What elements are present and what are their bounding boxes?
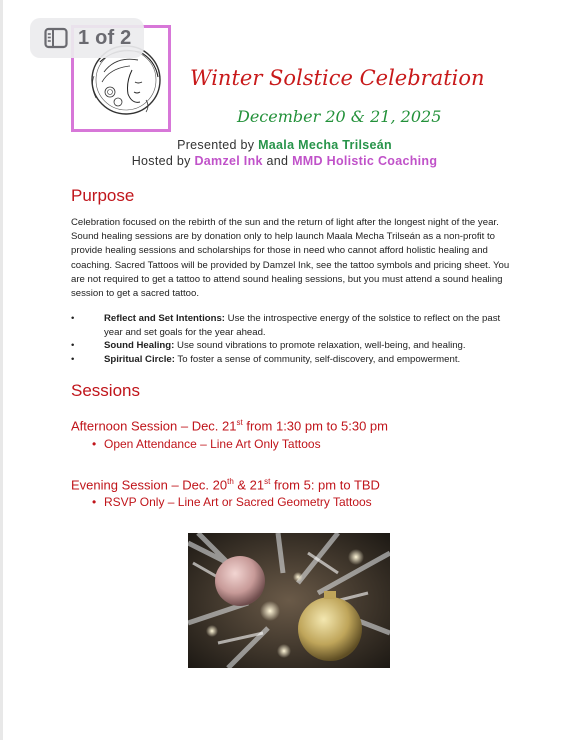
hosted-prefix: Hosted by xyxy=(131,154,195,168)
page-edge xyxy=(0,0,3,740)
bullet-label: Spiritual Circle: xyxy=(104,353,175,365)
host-damzel-ink: Damzel Ink xyxy=(194,154,263,168)
purpose-bullet-list xyxy=(71,312,511,366)
bullet-label: Sound Healing: xyxy=(104,340,175,352)
bullet-text: Use sound vibrations to promote relaxation, well-being, and healing. xyxy=(174,340,466,352)
bullet-label: Reflect and Set Intentions: xyxy=(104,313,225,324)
purpose-heading: Purpose xyxy=(71,186,135,205)
presented-by-line xyxy=(0,138,569,152)
event-date: December 20 & 21, 2025 xyxy=(237,107,442,126)
presented-prefix: Presented by xyxy=(177,138,259,152)
bullet-text: To foster a sense of community, self-discovery, and empowerment. xyxy=(174,353,461,365)
list-item: • Reflect and Set Intentions: Use the introspective energy of the solstice to reflect on the past year and set goals for the year ahead. xyxy=(71,313,501,338)
hosted-by-line xyxy=(0,154,569,168)
page-indicator[interactable] xyxy=(30,18,144,58)
bullet-text: Use the introspective energy of the solstice to reflect on the past year and set goals for the year ahead. xyxy=(104,313,501,338)
list-item: • Sound Healing: Use sound vibrations to promote relaxation, well-being, and healing. xyxy=(71,340,466,352)
evening-session-heading: Evening Session – Dec. 20th & 21st from 5: pm to TBD xyxy=(71,477,380,493)
hosted-and: and xyxy=(262,154,293,168)
host-mmd-coaching: MMD Holistic Coaching xyxy=(292,154,438,168)
presenter-name: Maala Mecha Trilseán xyxy=(258,138,392,152)
afternoon-session-heading: Afternoon Session – Dec. 21st from 1:30 pm to 5:30 pm xyxy=(71,418,388,434)
ornaments-photo xyxy=(188,533,390,668)
afternoon-session-item: • Open Attendance – Line Art Only Tattoos xyxy=(92,437,321,451)
page-indicator-label: 1 of 2 xyxy=(78,26,132,49)
sessions-heading: Sessions xyxy=(71,381,140,400)
sidebar-panel-icon xyxy=(44,27,68,49)
event-title: Winter Solstice Celebration xyxy=(190,66,485,90)
evening-session-item: • RSVP Only – Line Art or Sacred Geometry Tattoos xyxy=(92,495,372,509)
purpose-paragraph: Celebration focused on the rebirth of the sun and the return of light after the longest night of the year. Sound healing sessions are by donation only to help launch Maala Mecha Trilseán as a non-profit to provide healing sessions and scholarships for those in need who cannot afford holistic healing and coaching. Sacred Tattoos will be provided by Damzel Ink, see the tattoo symbols and pricing sheet. You are not required to get a tattoo to attend sound healing sessions, but you must attend a sound healing session to get a sacred tattoo. xyxy=(71,217,510,300)
list-item: • Spiritual Circle: To foster a sense of community, self-discovery, and empowerment. xyxy=(71,353,461,365)
